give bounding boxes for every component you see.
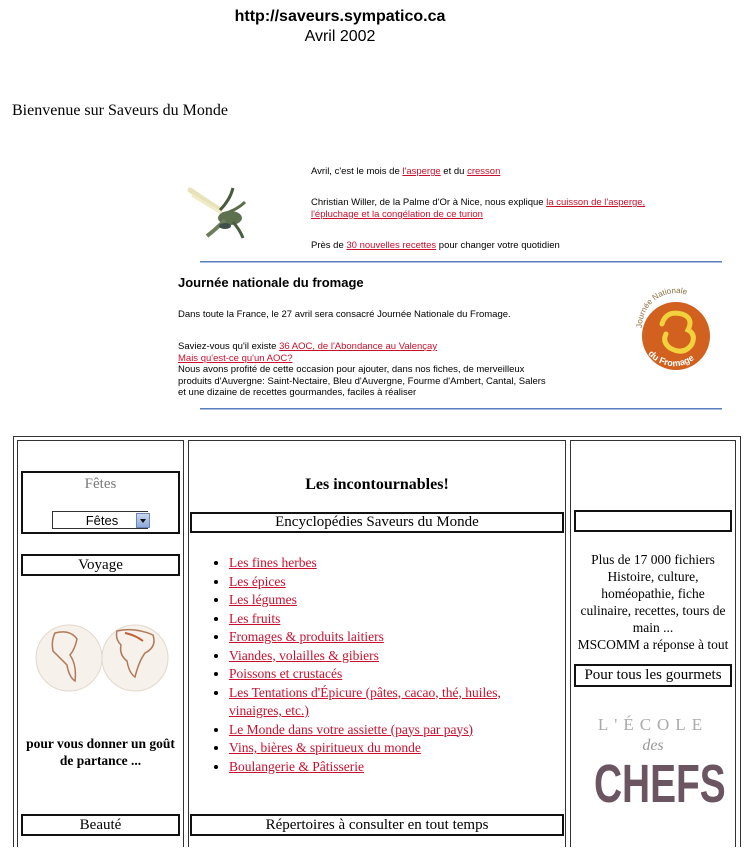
logo-top-text: Journée Nationale [634,286,689,329]
right-empty-box[interactable] [574,510,732,532]
right-column [570,440,736,847]
site-url: http://saveurs.sympatico.ca [234,8,446,25]
news-line-1 [311,166,500,178]
legumes-link[interactable]: Les légumes [229,592,297,607]
fromage-title: Journée nationale du fromage [178,275,364,290]
ecole-top-text: L'ÉCOLE [597,715,709,734]
gourmets-button[interactable]: Pour tous les gourmets [574,664,732,687]
ecole-mid-text: des [642,737,664,754]
mscomm-line: MSCOMM a réponse à tout [577,637,729,652]
fromage-logo[interactable] [630,286,720,376]
news-text: Christian Willer, de la Palme d'Or à Nice, nous explique [311,197,547,208]
encyclopedies-header[interactable]: Encyclopédies Saveurs du Monde [190,512,564,533]
list-item [229,554,549,573]
fromages-link[interactable]: Fromages & produits laitiers [229,629,384,644]
aoc-definition-link[interactable]: Mais qu'est-ce qu'un AOC? [178,352,293,364]
fromage-para: Dans toute la France, le 27 avril sera consacré Journée Nationale du Fromage. [178,309,511,320]
aoc-list-link[interactable]: 36 AOC, de l'Abondance au Valençay [279,341,438,352]
repertoires-header[interactable]: Répertoires à consulter en tout temps [190,814,564,836]
fromage-body-line: et une dizaine de recettes gourmandes, faciles à réaliser [178,387,417,398]
incontournables-title: Les incontournables! [305,476,449,493]
voyage-button[interactable]: Voyage [21,554,180,576]
news-line-2 [311,197,711,221]
ecole-main-text: CHEFS [593,754,726,814]
news-line-3 [311,240,560,252]
monde-assiette-link[interactable]: Le Monde dans votre assiette (pays par pays) [229,721,474,737]
nouvelles-recettes-link[interactable]: 30 nouvelles recettes [346,240,437,251]
news-text: Avril, c'est le mois de [311,166,403,177]
list-item [229,591,549,610]
mscomm-line: homéopathie, fiche [601,586,705,601]
list-item [229,573,549,592]
fromage-question: Saviez-vous qu'il existe [178,341,280,352]
list-item [229,628,549,647]
poissons-link[interactable]: Poissons et crustacés [229,666,343,681]
mscomm-description [571,551,735,653]
encyclopedia-list [201,554,549,776]
mscomm-line: culinaire, recettes, tours de [580,603,726,618]
news-text: et du [440,166,468,177]
asparagus-image [185,180,255,245]
beaute-button[interactable]: Beauté [21,814,180,836]
list-item [229,684,549,721]
fruits-link[interactable]: Les fruits [229,610,281,626]
fromage-body-line: Nous avons profité de cette occasion pour ajouter, dans nos fiches, de merveilleux [178,364,525,375]
mscomm-line: main ... [632,620,674,635]
welcome-heading: Bienvenue sur Saveurs du Monde [12,102,228,119]
divider [200,408,722,410]
mscomm-line: Plus de 17 000 fichiers [591,552,715,567]
list-item [229,739,549,758]
voyage-caption: pour vous donner un goût de partance ... [26,736,175,768]
tentations-epicure-link[interactable]: Les Tentations d'Épicure (pâtes, cacao, thé, huiles, vinaigres, etc.) [229,684,501,718]
boulangerie-link[interactable]: Boulangerie & Pâtisserie [229,758,364,774]
list-item [229,610,549,629]
epices-link[interactable]: Les épices [229,573,286,589]
fetes-title: Fêtes [84,476,117,492]
fetes-select[interactable] [52,511,148,529]
fromage-body [178,341,618,399]
list-item [229,665,549,684]
fetes-select-value: Fêtes [85,513,119,528]
mscomm-line: Histoire, culture, [607,569,699,584]
epluchage-link[interactable]: l'épluchage et la congélation de ce turion [311,209,483,220]
viandes-link[interactable]: Viandes, volailles & gibiers [229,647,379,663]
left-column [17,440,184,847]
cresson-link[interactable]: cresson [467,166,501,177]
list-item [229,647,549,666]
divider [200,261,722,263]
middle-column [188,440,566,847]
asperge-link[interactable]: l'asperge [402,166,441,177]
fetes-box [21,471,180,534]
list-item [229,758,549,777]
ecole-des-chefs-logo[interactable] [571,709,735,849]
news-text: Près de [311,240,347,251]
chevron-down-icon[interactable] [136,513,150,528]
list-item [229,721,549,740]
logo-bottom-text: du Fromage [646,348,696,369]
world-map-image[interactable] [35,621,170,696]
news-text: pour changer votre quotidien [436,240,560,251]
main-table [13,436,741,847]
capture-date: Avril 2002 [304,28,376,45]
vins-link[interactable]: Vins, bières & spiritueux du monde [229,740,421,755]
cuisson-asperge-link[interactable]: la cuisson de l'asperge, [546,197,646,208]
fromage-body-line: produits d'Auvergne: Saint-Nectaire, Bleu d'Auvergne, Fourme d'Ambert, Cantal, Salers [178,375,546,387]
fines-herbes-link[interactable]: Les fines herbes [229,555,317,570]
